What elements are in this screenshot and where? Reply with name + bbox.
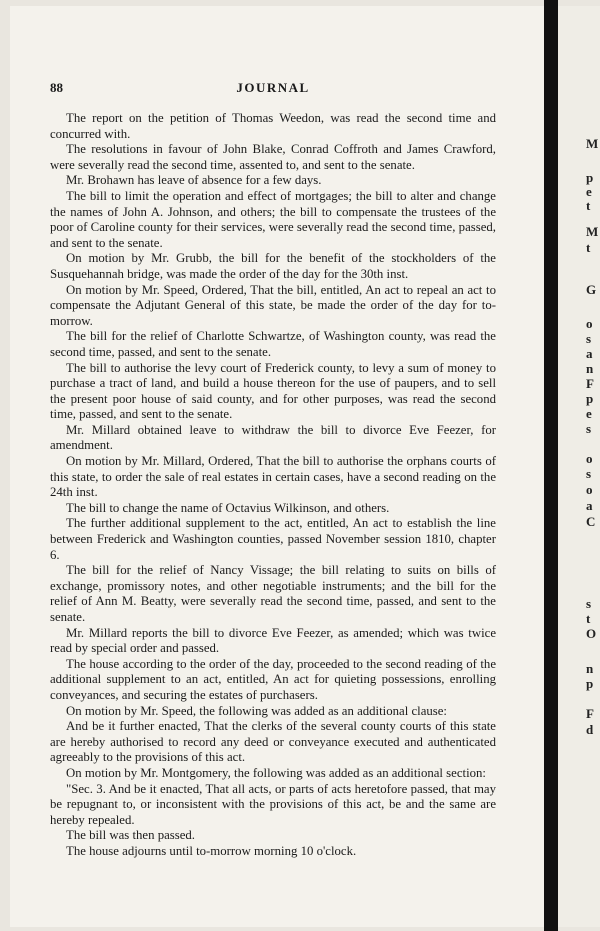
facing-fragment: F: [586, 706, 594, 721]
paragraph: The house adjourns until to-morrow morning 10 o'clock.: [66, 843, 357, 858]
facing-fragment: o: [586, 482, 593, 497]
facing-fragment: e: [586, 184, 592, 199]
facing-fragment: O: [586, 626, 597, 641]
facing-fragment: n: [586, 361, 594, 376]
facing-fragment: o: [586, 316, 593, 331]
book-gutter: [544, 0, 558, 931]
paragraph: The house according to the order of the day, proceeded to the second reading of the additional supplement to an act, entitled, An act for quieting possessions, enrolling conveyances, and securing the estates of purchasers.: [50, 656, 496, 702]
paragraph: On motion by Mr. Millard, Ordered, That the bill to authorise the orphans courts of this state, to order the sale of real estates in certain cases, have a second reading on the 24th inst.: [50, 454, 496, 500]
paragraph: The bill to change the name of Octavius Wilkinson, and others.: [66, 500, 390, 515]
paragraph: On motion by Mr. Speed, the following was added as an additional clause:: [66, 703, 447, 718]
paragraph: Mr. Millard reports the bill to divorce Eve Feezer, as amended; which was twice read by special order and passed.: [50, 625, 496, 656]
facing-fragment: s: [586, 596, 592, 611]
running-header: [50, 80, 496, 96]
paragraph: Mr. Brohawn has leave of absence for a few days.: [66, 173, 322, 188]
facing-fragment: d: [586, 722, 594, 737]
facing-fragment: p: [586, 676, 594, 691]
facing-fragment: G: [586, 282, 597, 297]
paragraph: Mr. Millard obtained leave to withdraw the bill to divorce Eve Feezer, for amendment.: [50, 422, 496, 453]
paragraph: On motion by Mr. Montgomery, the following was added as an additional section:: [66, 765, 486, 780]
paragraph: On motion by Mr. Grubb, the bill for the benefit of the stockholders of the Susquehannah bridge, was made the order of the day for the 30th inst.: [50, 251, 496, 281]
facing-fragment: t: [586, 240, 591, 255]
paragraph: The bill for the relief of Nancy Vissage; the bill relating to suits on bills of exchange, promissory notes, and other negotiable instruments; and the bill for the relief of Ann M. Beatty, were severally read the second time, passed, and sent to the senate.: [50, 563, 496, 624]
facing-fragment: p: [586, 391, 594, 406]
facing-fragment: M: [586, 224, 599, 239]
facing-fragment: s: [586, 421, 592, 436]
facing-fragment: M: [586, 136, 599, 151]
facing-fragment: e: [586, 406, 592, 421]
facing-fragment: F: [586, 376, 594, 391]
paragraph: The bill was then passed.: [66, 828, 196, 843]
facing-fragment: t: [586, 611, 591, 626]
paragraph: The bill for the relief of Charlotte Schwartze, of Washington county, was read the second time, passed, and sent to the senate.: [50, 329, 496, 359]
paragraph: And be it further enacted, That the clerks of the several county courts of this state are hereby authorised to record any deed or conveyance executed and authenticated agreeably to the provisions of this act.: [50, 719, 496, 765]
facing-fragment: s: [586, 331, 592, 346]
paragraph: The report on the petition of Thomas Weedon, was read the second time and concurred with.: [50, 111, 496, 141]
paragraph: The resolutions in favour of John Blake, Conrad Coffroth and James Crawford, were severally read the second time, assented to, and sent to the senate.: [50, 142, 496, 172]
facing-fragment: t: [586, 198, 591, 213]
page-number: 88: [50, 80, 63, 95]
facing-fragment: o: [586, 451, 593, 466]
paragraph: "Sec. 3. And be it enacted, That all acts, or parts of acts heretofore passed, that may be repugnant to, or inconsistent with the provisions of this act, be and the same are hereby repealed.: [50, 781, 496, 827]
paragraph: The further additional supplement to the act, entitled, An act to establish the line between Frederick and Washington counties, passed November session 1810, chapter 6.: [50, 516, 496, 562]
journal-text: [50, 111, 496, 860]
paragraph: The bill to limit the operation and effect of mortgages; the bill to alter and change the names of John A. Johnson, and others; the bill to compensate the trustees of the poor of Caroline county for their services, were severally read the second time, passed, and sent to the senate.: [50, 188, 496, 250]
facing-fragment: s: [586, 466, 592, 481]
paragraph: The bill to authorise the levy court of Frederick county, to levy a sum of money to purchase a tract of land, and build a house thereon for the use of paupers, and to sell the present poor house of said county, and for other purposes, was read the second time, passed, and sent to the senate.: [50, 360, 496, 422]
facing-fragment: C: [586, 514, 596, 529]
paragraph: On motion by Mr. Speed, Ordered, That the bill, entitled, An act to repeal an act to compensate the Adjutant General of this state, be made the order of the day for to-morrow.: [50, 282, 496, 328]
running-title: JOURNAL: [236, 80, 310, 95]
facing-fragment: n: [586, 661, 594, 676]
facing-fragment: a: [586, 346, 593, 361]
facing-page-edge: [558, 6, 600, 927]
facing-fragment: a: [586, 498, 593, 513]
facing-fragment: p: [586, 170, 594, 185]
